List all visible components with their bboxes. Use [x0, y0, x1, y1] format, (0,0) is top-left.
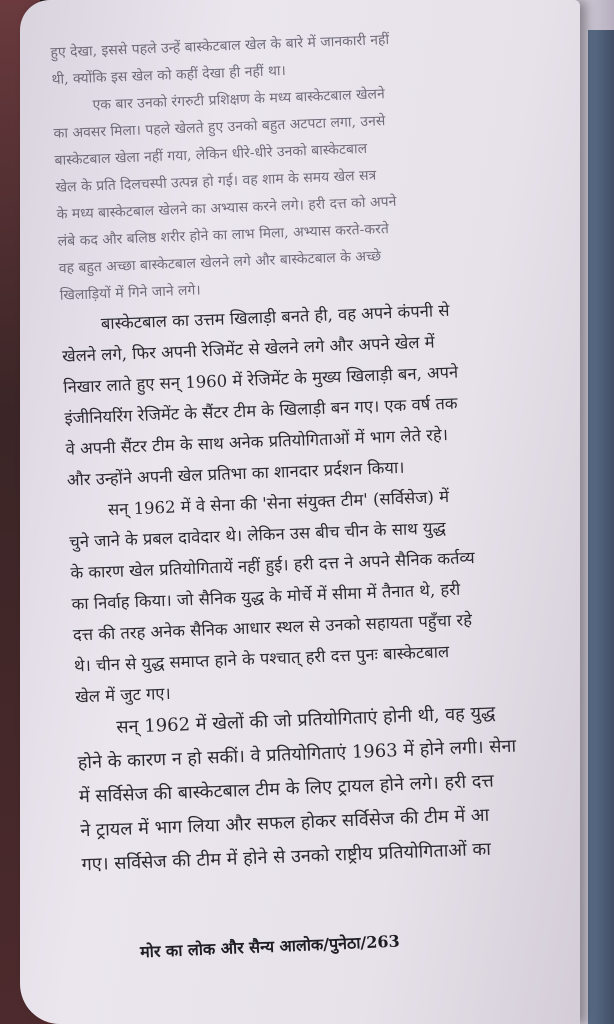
book-cover-edge [588, 30, 614, 1024]
page-text [50, 21, 580, 883]
page-footer: मोर का लोक और सैन्य आलोक/पुनेठा/263 [139, 931, 400, 962]
text-line: चुने जाने के प्रबल दावेदार थे। लेकिन उस बीच चीन के साथ युद्ध [68, 518, 447, 552]
paragraph-3 [60, 291, 567, 496]
text-line: वे अपनी सैंटर टीम के साथ अनेक प्रतियोगिताओं में भाग लेते रहे। [65, 425, 449, 459]
paragraph-4 [68, 476, 576, 712]
text-line: लंबे कद और बलिष्ठ शरीर होने का लाभ मिला, अभ्यास करते-करते [57, 221, 390, 250]
text-line: सन् 1962 में वे सेना की 'सेना संयुक्त टीम' (सर्विसेज) में [107, 487, 450, 520]
text-line: सन् 1962 में खेलों की जो प्रतियोगिताएं होनी थी, वह युद्ध [116, 702, 496, 738]
text-line: खेल में जुट गए। [74, 683, 172, 707]
text-line: खिलाड़ियों में गिने जाने लगे। [59, 282, 202, 304]
text-line: एक बार उनको रंगरुटी प्रशिक्षण के मध्य बास्केटबाल खेलने [92, 86, 386, 114]
text-line: होने के कारण न हो सकीं। वे प्रतियोगिताएं 1963 में होने लगी। सेना [77, 735, 517, 774]
text-line: का अवसर मिला। पहले खेलते हुए उनको बहुत अटपटा लगा, उनसे [53, 113, 386, 142]
text-line: खेल के प्रति दिलचस्पी उत्पन्न हो गई। वह शाम के समय खेल सत्र [55, 167, 377, 196]
text-line: वह बहुत अच्छा बास्केटबाल खेलने लगे और बास्केटबाल के अच्छे [58, 248, 382, 277]
text-line: और उन्होंने अपनी खेल प्रतिभा का शानदार प्रर्दशन किया। [66, 457, 405, 490]
text-line: थे। चीन से युद्ध समाप्त हाने के पश्चात् हरी दत्त पुनः बास्केटबाल [73, 642, 450, 676]
book-page [20, 0, 580, 1024]
text-line: ने ट्रायल में भाग लिया और सफल होकर सर्विसेज की टीम में आ [79, 804, 490, 842]
text-line: निखार लाते हुए सन् 1960 में रेजिमेंट के मुख्य खिलाड़ी बन, अपने [62, 362, 459, 397]
text-line: के कारण खेल प्रतियोगितायें नहीं हुई। हरी दत्त ने अपने सैनिक कर्तव्य [70, 548, 476, 583]
text-line: गए। सर्विसेज की टीम में होने से उनको राष्ट्रीय प्रतियोगिताओं का [81, 838, 492, 876]
text-line: खेलने लगे, फिर अपनी रेजिमेंट से खेलने लगे और अपने खेल में [61, 332, 435, 366]
text-line: दत्त की तरह अनेक सैनिक आधार स्थल से उनको सहायता पहुँचा रहे [72, 610, 473, 645]
text-line: बास्केटबाल खेला नहीं गया, लेकिन धीरे-धीरे उनको बास्केटबाल [54, 140, 368, 169]
text-line: हुए देखा, इससे पहले उन्हें बास्केटबाल खेल के बारे में जानकारी नहीं [50, 31, 390, 61]
paragraph-2 [52, 75, 560, 310]
text-line: इंजीनियरिंग रेजिमेंट के सैंटर टीम के खिलाड़ी बन गए। एक वर्ष तक [64, 393, 458, 428]
text-line: के मध्य बास्केटबाल खेलने का अभ्यास करने लगे। हरी दत्त को अपने [56, 193, 397, 223]
text-line: बास्केटबाल का उत्तम खिलाड़ी बनते ही, वह अपने कंपनी से [100, 300, 450, 334]
text-line: का निर्वाह किया। जो सैनिक युद्ध के मोर्चे में सीमा में तैनात थे, हरी [71, 579, 461, 614]
text-line: में सर्विसेज की बास्केटबाल टीम के लिए ट्रायल होने लगे। हरी दत्त [78, 770, 495, 808]
paragraph-5 [76, 693, 580, 882]
text-line: थी, क्योंकि इस खेल को कहीं देखा ही नहीं था। [51, 62, 287, 88]
